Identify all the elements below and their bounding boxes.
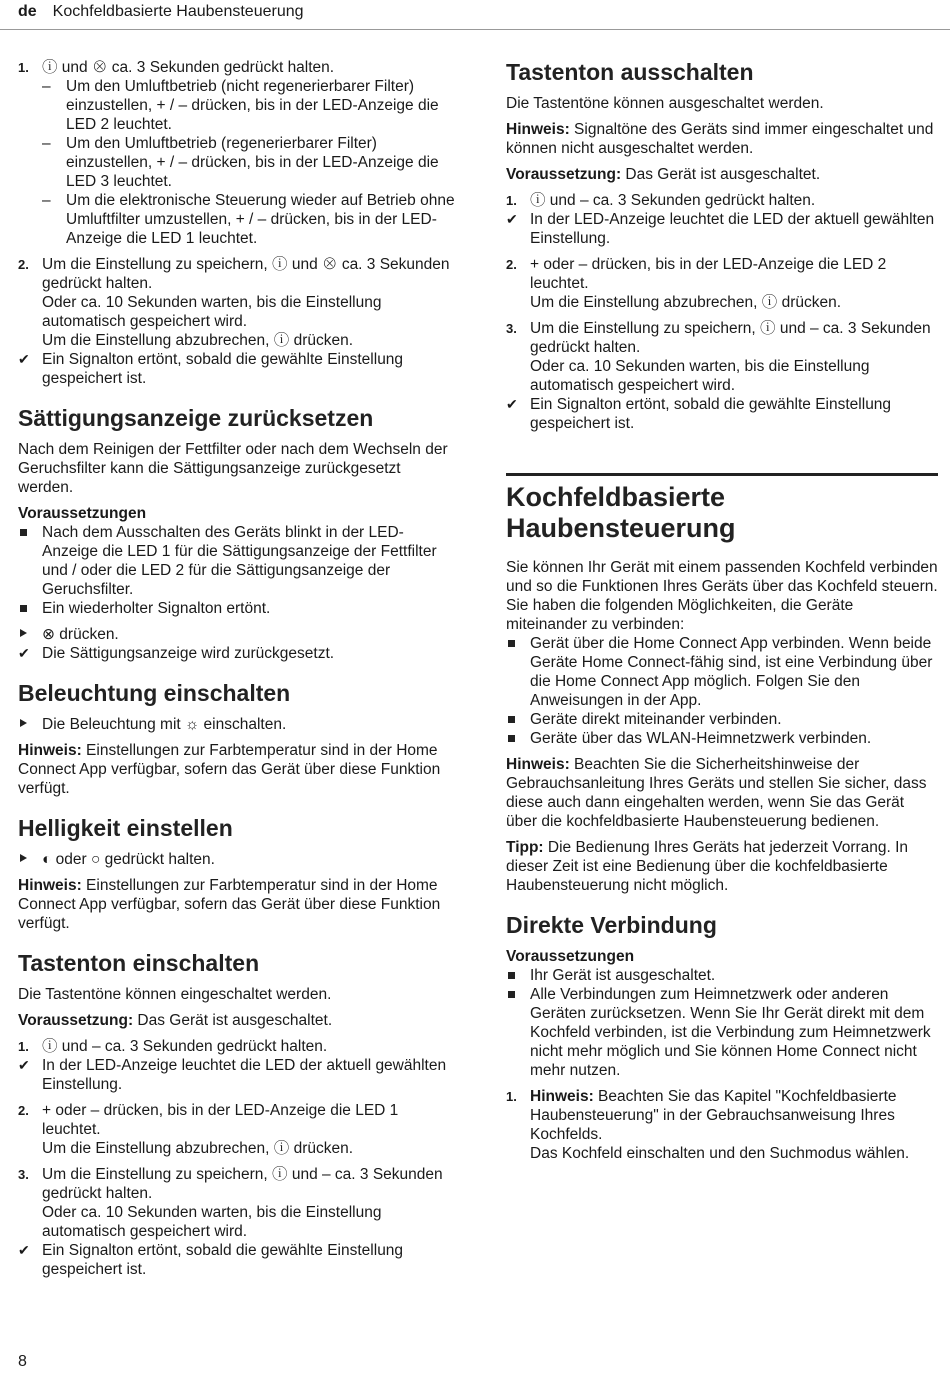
action-item: ⊗ drücken. [18, 625, 458, 644]
step-2: 2. Um die Einstellung zu speichern, ⓘ und ⊗ ca. 3 Sekunden gedrückt halten. [18, 256, 450, 292]
step-1: 1. ⓘ und – ca. 3 Sekunden gedrückt halten. [18, 1038, 328, 1055]
requirement: Voraussetzung: Das Gerät ist ausgeschaltet. [18, 1012, 333, 1029]
action-item: ◐ oder ○ gedrückt halten. [18, 850, 458, 869]
requirement: Voraussetzung: Das Gerät ist ausgeschaltet. [506, 166, 821, 183]
action-item: Die Beleuchtung mit ☼ einschalten. [18, 715, 458, 734]
section-title: Beleuchtung einschalten [18, 680, 291, 706]
right-column [506, 58, 938, 1163]
bullet-item: Ein wiederholter Signalton ertönt. [18, 599, 458, 618]
chapter-title: Kochfeldbasierte Haubensteuerung [506, 482, 736, 543]
substep: – Um den Umluftbetrieb (nicht regenerierbarer Filter) einzustellen, + / – drücken, bis in der LED-Anzeige die LED 2 leuchtet. [42, 78, 439, 133]
step-2-cancel: Um die Einstellung abzubrechen, ⓘ drücken. [42, 332, 354, 349]
check-icon: ✔ [18, 1057, 30, 1073]
check-icon: ✔ [18, 1242, 30, 1258]
page-number: 8 [18, 1353, 27, 1370]
step-3-alt: Oder ca. 10 Sekunden warten, bis die Einstellung automatisch gespeichert wird. [42, 1204, 382, 1240]
action-arrow-icon [20, 854, 27, 862]
step-2-cancel: Um die Einstellung abzubrechen, ⓘ drücken. [42, 1140, 354, 1157]
header-divider [0, 29, 950, 30]
hint: Hinweis: Beachten Sie die Sicherheitshinweise der Gebrauchsanleitung Ihres Geräts und stellen Sie sicher, dass diese auch dann eingehalten werden, wenn Sie das Gerät über die kochfeldbasierte Haubensteuerung bedienen. [506, 756, 927, 830]
result: ✔ Ein Signalton ertönt, sobald die gewählte Einstellung gespeichert ist. [18, 351, 404, 387]
step-2: 2. + oder – drücken, bis in der LED-Anzeige die LED 1 leuchtet. [18, 1102, 399, 1138]
bullet-item: Geräte direkt miteinander verbinden. [506, 710, 938, 729]
section-title: Direkte Verbindung [506, 912, 717, 938]
chapter-divider [506, 473, 938, 476]
result: ✔ In der LED-Anzeige leuchtet die LED der aktuell gewählten Einstellung. [506, 211, 935, 247]
bullet-square-icon [20, 605, 27, 612]
action-arrow-icon [20, 629, 27, 637]
section-intro: Nach dem Reinigen der Fettfilter oder nach dem Wechseln der Geruchsfilter kann die Sättigungsanzeige zurückgesetzt werden. [18, 441, 448, 496]
hint: Hinweis: Signaltöne des Geräts sind immer eingeschaltet und können nicht ausgeschaltet werden. [506, 121, 934, 157]
step-2-alt: Oder ca. 10 Sekunden warten, bis die Einstellung automatisch gespeichert wird. [42, 294, 382, 330]
result: ✔ Ein Signalton ertönt, sobald die gewählte Einstellung gespeichert ist. [506, 396, 892, 432]
check-icon: ✔ [18, 351, 30, 367]
step-1: 1. ⓘ und – ca. 3 Sekunden gedrückt halten. [506, 192, 816, 209]
substep: – Um die elektronische Steuerung wieder auf Betrieb ohne Umluftfilter umzustellen, + / – drücken, bis in der LED-Anzeige die LED 1 leuchtet. [42, 192, 455, 247]
step-3-alt: Oder ca. 10 Sekunden warten, bis die Einstellung automatisch gespeichert wird. [530, 358, 870, 394]
check-icon: ✔ [18, 645, 30, 661]
substep: – Um den Umluftbetrieb (regenerierbarer Filter) einzustellen, + / – drücken, bis in der LED-Anzeige die LED 3 leuchtet. [42, 135, 439, 190]
check-icon: ✔ [506, 396, 518, 412]
section-title: Tastenton einschalten [18, 950, 260, 976]
paragraph: Sie können Ihr Gerät mit einem passenden Kochfeld verbinden und so die Funktionen Ihres Geräts über das Kochfeld steuern. [506, 559, 938, 595]
bullet-item: Alle Verbindungen zum Heimnetzwerk oder anderen Geräten zurücksetzen. Wenn Sie Ihr Gerät direkt mit dem Kochfeld verbinden, ist die Verbindung zum Heimnetzwerk nicht mehr möglich und Sie können Home Connect nicht mehr nutzen. [506, 985, 938, 1080]
tip: Tipp: Die Bedienung Ihres Geräts hat jederzeit Vorrang. In dieser Zeit ist eine Bedienung über die kochfeldbasierte Haubensteuerung nicht möglich. [506, 839, 909, 894]
step-1: 1. ⓘ und ⊗ ca. 3 Sekunden gedrückt halten. [18, 59, 335, 76]
section-title: Helligkeit einstellen [18, 815, 233, 841]
step-3: 3. Um die Einstellung zu speichern, ⓘ und – ca. 3 Sekunden gedrückt halten. [506, 320, 931, 356]
step-2-cancel: Um die Einstellung abzubrechen, ⓘ drücken. [530, 294, 842, 311]
bullet-item: Gerät über die Home Connect App verbinden. Wenn beide Geräte Home Connect-fähig sind, ist eine Verbindung über die Home Connect App möglich. Folgen Sie den Anweisungen in der App. [506, 634, 938, 710]
bullet-item: Nach dem Ausschalten des Geräts blinkt in der LED-Anzeige die LED 1 für die Sättigungsanzeige der Fettfilter und / oder die LED 2 für die Sättigungsanzeige der Geruchsfilter. [18, 523, 458, 599]
bullet-square-icon [508, 716, 515, 723]
section-title: Tastenton ausschalten [506, 59, 754, 85]
hint: Hinweis: Einstellungen zur Farbtemperatur sind in der Home Connect App verfügbar, sofern das Gerät über diese Funktion verfügt. [18, 877, 441, 932]
step-2: 2. + oder – drücken, bis in der LED-Anzeige die LED 2 leuchtet. [506, 256, 887, 292]
action-arrow-icon [20, 719, 27, 727]
bullet-square-icon [508, 735, 515, 742]
section-title: Sättigungsanzeige zurücksetzen [18, 405, 374, 431]
page-header [18, 2, 304, 21]
step-1-action: Das Kochfeld einschalten und den Suchmodus wählen. [530, 1145, 910, 1162]
requirements-label: Voraussetzungen [18, 505, 147, 522]
check-icon: ✔ [506, 211, 518, 227]
requirements-label: Voraussetzungen [506, 948, 635, 965]
step-3: 3. Um die Einstellung zu speichern, ⓘ und – ca. 3 Sekunden gedrückt halten. [18, 1166, 443, 1202]
section-intro: Die Tastentöne können ausgeschaltet werden. [506, 95, 824, 112]
bullet-square-icon [508, 991, 515, 998]
result: ✔ Die Sättigungsanzeige wird zurückgesetzt. [18, 645, 335, 662]
language-code: de [18, 3, 37, 20]
bullet-square-icon [508, 972, 515, 979]
left-column [18, 58, 458, 1279]
bullet-item: Geräte über das WLAN-Heimnetzwerk verbinden. [506, 729, 938, 748]
bullet-item: Ihr Gerät ist ausgeschaltet. [506, 966, 938, 985]
paragraph: Sie haben die folgenden Möglichkeiten, die Geräte miteinander zu verbinden: [506, 597, 854, 633]
step-1: 1. Hinweis: Beachten Sie das Kapitel "Kochfeldbasierte Haubensteuerung" in der Gebrauchsanweisung Ihres Kochfelds. [506, 1088, 897, 1143]
hint: Hinweis: Einstellungen zur Farbtemperatur sind in der Home Connect App verfügbar, sofern das Gerät über diese Funktion verfügt. [18, 742, 441, 797]
bullet-square-icon [508, 640, 515, 647]
section-intro: Die Tastentöne können eingeschaltet werden. [18, 986, 332, 1003]
header-title: Kochfeldbasierte Haubensteuerung [52, 3, 304, 20]
bullet-square-icon [20, 529, 27, 536]
result: ✔ Ein Signalton ertönt, sobald die gewählte Einstellung gespeichert ist. [18, 1242, 404, 1278]
result: ✔ In der LED-Anzeige leuchtet die LED der aktuell gewählten Einstellung. [18, 1057, 447, 1093]
